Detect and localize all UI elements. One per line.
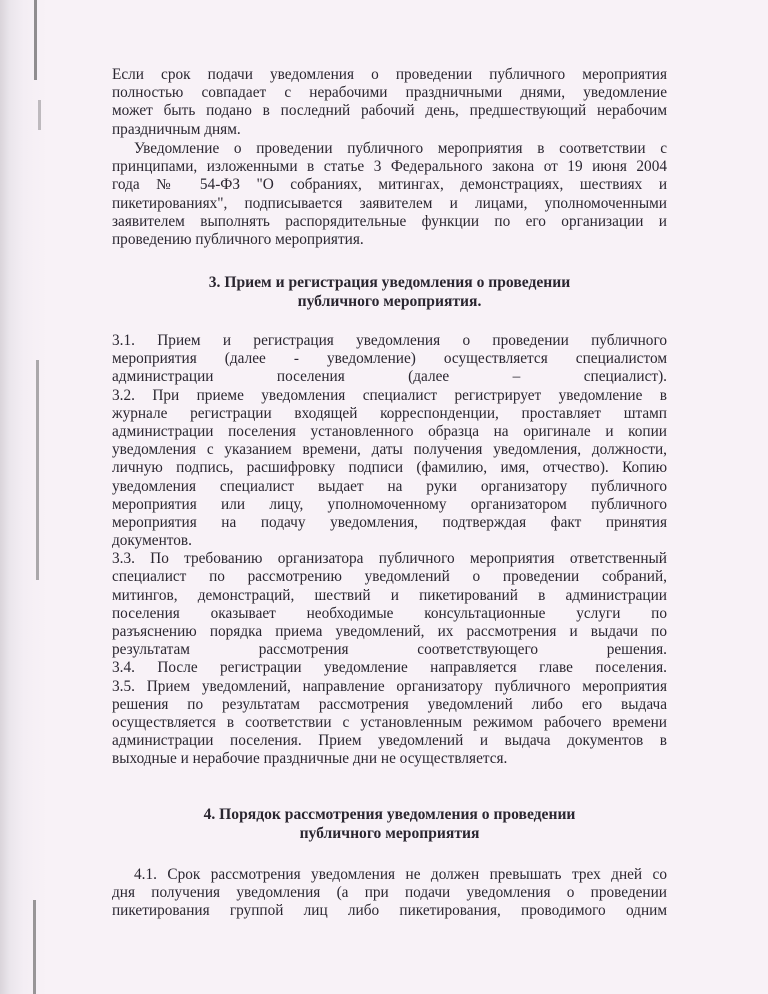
section-4-heading [112, 806, 667, 843]
text-line: проведению публичного мероприятия. [112, 230, 364, 248]
scan-edge-streak [33, 900, 36, 994]
text-line: Если срок подачи уведомления о проведении публичного мероприятия [112, 66, 667, 83]
heading-line: публичного мероприятия. [297, 292, 482, 310]
text-line: мероприятия (далее - уведомление) осуществляется специалистом [112, 350, 667, 368]
text-line: митингов, демонстраций, шествий и пикетирований в администрации [112, 586, 667, 604]
paragraph-submission-deadline [112, 66, 667, 139]
text-line: полностью совпадает с нерабочими праздничными днями, уведомление [112, 84, 667, 102]
text-line: года № 54-ФЗ "О собраниях, митингах, демонстрациях, шествиях и [112, 176, 667, 194]
text-line: 3.1. Прием и регистрация уведомления о проведении публичного [112, 332, 667, 349]
scan-edge-shadow [0, 0, 48, 994]
text-line: уведомления с указанием времени, даты получения уведомления, должности, [112, 441, 667, 459]
scan-edge-streak [34, 0, 37, 80]
text-line: дня получения уведомления (а при подачи уведомления о проведении [112, 884, 667, 902]
heading-line: 4. Порядок рассмотрения уведомления о проведении [203, 806, 576, 823]
text-line: выходные и нерабочие праздничные дни не осуществляется. [112, 750, 508, 768]
section-4-body [112, 866, 667, 921]
text-line: может быть подано в последний рабочий день, предшествующий нерабочим [112, 102, 667, 120]
text-line: принципами, изложенными в статье 3 Федерального закона от 19 июня 2004 [112, 158, 667, 176]
text-line: 3.2. При приеме уведомления специалист регистрирует уведомление в [112, 386, 667, 404]
text-line: пикетированиях", подписывается заявителем и лицами, уполномоченными [112, 194, 667, 212]
heading-line: публичного мероприятия [299, 824, 480, 842]
text-line: осуществляется в соответствии с установленным режимом рабочего времени [112, 713, 667, 731]
text-line: администрации поселения (далее – специалист). [112, 368, 667, 386]
text-line: мероприятия или лицу, уполномоченному организатором публичного [112, 495, 667, 513]
text-line: уведомления специалист выдает на руки организатору публичного [112, 477, 667, 495]
text-line: праздничным дням. [112, 120, 241, 138]
text-line: документов. [112, 532, 192, 550]
text-line: 3.3. По требованию организатора публичного мероприятия ответственный [112, 550, 667, 568]
text-line: 3.4. После регистрации уведомление направляется главе поселения. [112, 659, 667, 677]
scan-edge-streak [36, 360, 39, 580]
scan-edge-streak [38, 100, 41, 130]
text-line: Уведомление о проведении публичного мероприятия в соответствии с [134, 140, 667, 157]
text-line: разъяснению порядка приема уведомлений, их рассмотрения и выдачи по [112, 623, 667, 640]
paragraph-notification-signature [112, 140, 667, 249]
text-line: поселения оказывает необходимые консультационные услуги по [112, 604, 667, 622]
text-line: результатам рассмотрения соответствующего решения. [112, 641, 667, 659]
heading-line: 3. Прием и регистрация уведомления о проведении [208, 274, 571, 291]
text-line: журнале регистрации входящей корреспонденции, проставляет штамп [112, 404, 667, 422]
text-line: мероприятия на подачу уведомления, подтверждая факт принятия [112, 513, 667, 531]
text-line: пикетирования группой лиц либо пикетирования, проводимого одним [112, 902, 667, 920]
section-3-heading [112, 274, 667, 311]
text-line: 4.1. Срок рассмотрения уведомления не должен превышать трех дней со [134, 866, 667, 883]
text-line: решения по результатам рассмотрения уведомлений либо его выдача [112, 695, 667, 713]
text-line: специалист по рассмотрению уведомлений о проведении собраний, [112, 568, 667, 586]
text-line: заявителем выполнять распорядительные функции по его организации и [112, 212, 667, 230]
text-line: личную подпись, расшифровку подписи (фамилию, имя, отчество). Копию [112, 459, 667, 477]
text-line: администрации поселения установленного образца на оригинале и копии [112, 422, 667, 440]
text-line: 3.5. Прием уведомлений, направление организатору публичного мероприятия [112, 677, 667, 695]
section-3-body [112, 332, 667, 769]
text-line: администрации поселения. Прием уведомлений и выдача документов в [112, 732, 667, 750]
